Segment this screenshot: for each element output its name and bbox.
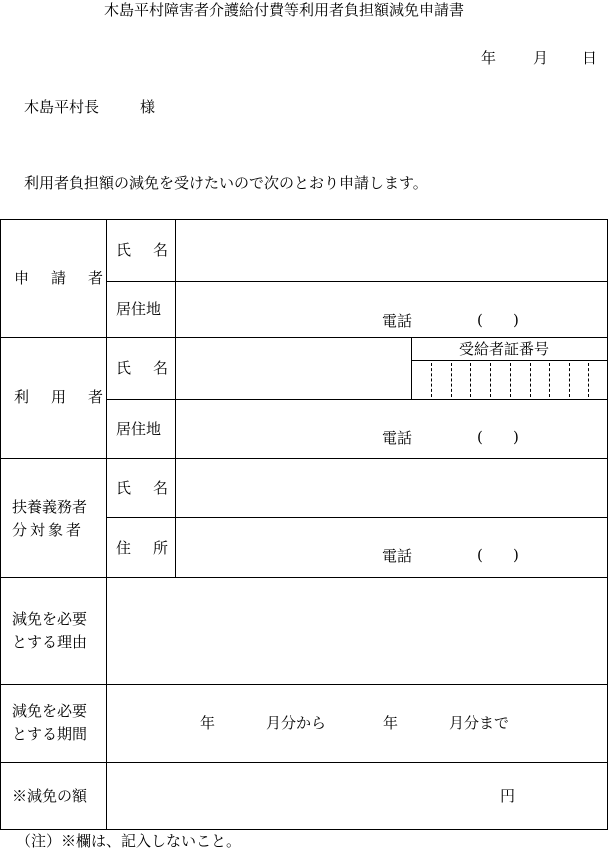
dependent-phone-paren-open: (: [477, 546, 483, 564]
applicant-address-label: 居住地: [116, 300, 162, 318]
intro-text: 利用者負担額の減免を受けたいので次のとおり申請します。: [24, 174, 428, 192]
dependent-address-label: 住所: [116, 539, 191, 557]
dependent-label-line2: 分対象者: [12, 521, 85, 539]
user-name-label: 氏名: [116, 359, 191, 377]
period-label-line2: とする期間: [12, 725, 88, 743]
dependent-phone-paren-close: ): [513, 546, 519, 564]
dependent-name-label: 氏名: [116, 479, 191, 497]
applicant-label: 申請者: [14, 269, 126, 287]
applicant-phone-label: 電話: [382, 312, 413, 330]
applicant-phone-paren-close: ): [513, 311, 519, 329]
dependent-label-line1: 扶養義務者: [12, 498, 88, 516]
reason-label-line2: とする理由: [12, 633, 88, 651]
period-label-line1: 減免を必要: [12, 702, 88, 720]
period-start-month: 月分から: [266, 714, 327, 732]
period-end-year: 年: [383, 714, 399, 732]
applicant-name-label: 氏名: [116, 241, 191, 259]
user-phone-paren-close: ): [513, 428, 519, 446]
date-day: 日: [582, 49, 598, 67]
footnote: （注）※欄は、記入しないこと。: [16, 832, 242, 850]
period-end-month: 月分まで: [449, 714, 510, 732]
period-start-year: 年: [200, 714, 216, 732]
user-label: 利用者: [14, 388, 126, 406]
applicant-phone-paren-open: (: [477, 311, 483, 329]
dependent-phone-label: 電話: [382, 547, 413, 565]
date-month: 月: [533, 49, 549, 67]
date-year: 年: [481, 49, 497, 67]
amount-unit: 円: [500, 787, 516, 805]
addressee: 木島平村長: [24, 98, 100, 116]
reason-label-line1: 減免を必要: [12, 610, 88, 628]
user-phone-label: 電話: [382, 429, 413, 447]
user-phone-paren-open: (: [477, 428, 483, 446]
user-address-label: 居住地: [116, 420, 162, 438]
document-title: 木島平村障害者介護給付費等利用者負担額減免申請書: [104, 1, 465, 19]
honorific: 様: [140, 98, 156, 116]
amount-label: ※減免の額: [12, 787, 88, 805]
certificate-number-label: 受給者証番号: [459, 340, 550, 358]
